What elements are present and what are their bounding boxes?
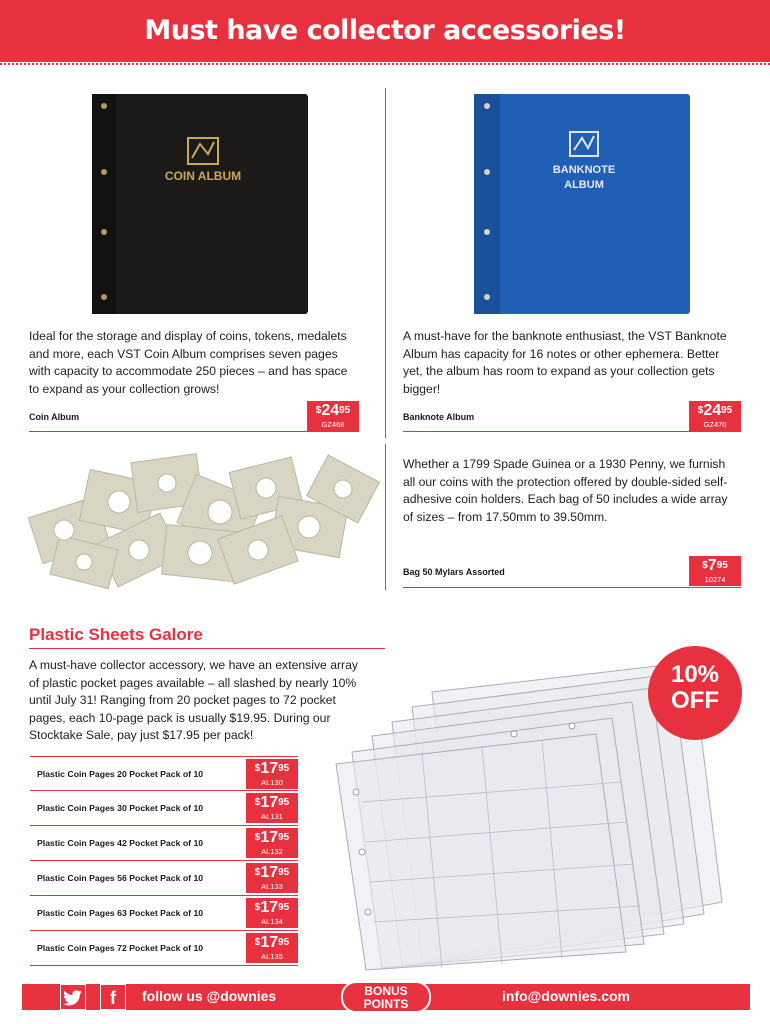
discount-badge	[648, 646, 742, 740]
page-title: Must have collector accessories!	[144, 15, 626, 46]
coin-album-price-cents: 95	[339, 405, 351, 416]
mylars-code: 10274	[704, 575, 726, 584]
price-list-price-cents: 95	[278, 902, 290, 913]
banknote-album-price-dollars: 24	[703, 402, 722, 419]
bonus-points-logo	[338, 978, 434, 1016]
price-list-row	[30, 826, 298, 861]
coin-album-price-tag: $^{\$}24^{95}$ GZ468	[307, 401, 359, 431]
plastic-pages-price-list	[30, 756, 298, 966]
coin-album-cover-text: COIN ALBUM	[164, 169, 242, 183]
coin-album-rule	[29, 431, 359, 432]
column-divider-lower	[385, 444, 386, 590]
price-list-price-cents: 95	[278, 937, 290, 948]
price-list-price-tag: $^{\$}17^{95}$ AL135	[246, 933, 298, 963]
plastic-section-title: Plastic Sheets Galore	[29, 625, 203, 644]
price-list-row	[30, 931, 298, 966]
price-list-price-cents: 95	[278, 867, 290, 878]
mylars-name: Bag 50 Mylars Assorted	[403, 567, 505, 577]
price-list-item-name: Plastic Coin Pages 30 Pocket Pack of 10	[37, 803, 204, 813]
footer	[0, 984, 770, 1024]
mylars-price-cents: 95	[716, 560, 728, 571]
plastic-section-rule	[29, 648, 385, 649]
price-list-price-tag: $^{\$}17^{95}$ AL130	[246, 759, 298, 789]
banknote-album-image	[470, 92, 694, 316]
price-list-row	[30, 896, 298, 931]
price-list-item-name: Plastic Coin Pages 72 Pocket Pack of 10	[37, 943, 204, 953]
mylars-description: Whether a 1799 Spade Guinea or a 1930 Penny, we furnish all our coins with the protection offered by double-sided self-adhesive coin holders. Each bag of 50 includes a wide array of sizes – from 17.50mm to 39.50mm.	[403, 457, 728, 524]
price-list-row	[30, 791, 298, 826]
banknote-album-cover-text-2: ALBUM	[564, 179, 604, 191]
mylars-rule	[403, 587, 741, 588]
price-list-price-dollars: 17	[260, 794, 279, 811]
banknote-album-code: GZ470	[703, 420, 727, 429]
price-list-item-name: Plastic Coin Pages 63 Pocket Pack of 10	[37, 908, 204, 918]
price-list-price-tag: $^{\$}17^{95}$ AL131	[246, 793, 298, 823]
price-list-item-name: Plastic Coin Pages 42 Pocket Pack of 10	[37, 838, 204, 848]
price-list-price-tag: $^{\$}17^{95}$ AL134	[246, 898, 298, 928]
plastic-description: A must-have collector accessory, we have an extensive array of plastic pocket pages available – all slashed by nearly 10% until July 31! Ranging from 20 pocket pages to 72 pocket pages, each 10-page pack is usually $19.95. During our Stocktake Sale, pay just $17.95 per pack!	[29, 658, 358, 742]
price-list-price-dollars: 17	[260, 864, 279, 881]
twitter-icon[interactable]	[60, 984, 86, 1010]
price-list-item-name: Plastic Coin Pages 20 Pocket Pack of 10	[37, 769, 204, 779]
price-list-price-dollars: 17	[260, 934, 279, 951]
price-list-price-dollars: 17	[260, 899, 279, 916]
mylar-holders-image	[24, 446, 380, 590]
price-list-code: AL130	[261, 778, 283, 787]
banknote-album-cover-text-1: BANKNOTE	[552, 164, 616, 176]
footer-follow-text: follow us @downies	[142, 988, 277, 1004]
price-list-price-dollars: 17	[260, 829, 279, 846]
price-list-row	[30, 756, 298, 791]
discount-badge-off: OFF	[671, 687, 719, 714]
price-list-code: AL132	[261, 847, 283, 856]
price-list-price-cents: 95	[278, 797, 290, 808]
coin-album-image	[88, 92, 312, 316]
banknote-album-rule	[403, 431, 741, 432]
svg-text:POINTS: POINTS	[363, 997, 409, 1011]
price-list-item-name: Plastic Coin Pages 56 Pocket Pack of 10	[37, 873, 204, 883]
coin-album-name: Coin Album	[29, 412, 80, 422]
column-divider	[385, 88, 386, 438]
price-list-price-dollars: 17	[260, 760, 279, 777]
mylars-price-dollars: 7	[707, 557, 717, 574]
price-list-code: AL135	[261, 952, 283, 961]
mylars-price-tag: $^{\$}7^{95}$ 10274	[689, 556, 741, 586]
banknote-album-name: Banknote Album	[403, 412, 475, 422]
price-list-price-cents: 95	[278, 763, 290, 774]
discount-badge-percent: 10%	[670, 661, 720, 688]
banknote-album-price-cents: 95	[721, 405, 733, 416]
price-list-price-tag: $^{\$}17^{95}$ AL132	[246, 828, 298, 858]
coin-album-code: GZ468	[321, 420, 345, 429]
price-list-price-tag: $^{\$}17^{95}$ AL133	[246, 863, 298, 893]
price-list-code: AL134	[261, 917, 283, 926]
svg-text:BONUS: BONUS	[364, 984, 408, 998]
banknote-album-price-tag: $^{\$}24^{95}$ GZ470	[689, 401, 741, 431]
footer-email[interactable]: info@downies.com	[502, 988, 630, 1004]
header-banner	[0, 0, 770, 62]
coin-album-description: Ideal for the storage and display of coins, tokens, medalets and more, each VST Coin Album comprises seven pages with capacity to accommodate 250 pieces – and has space to expand as your collection grows!	[29, 329, 348, 396]
price-list-code: AL133	[261, 882, 283, 891]
facebook-icon[interactable]: f	[100, 984, 126, 1010]
price-list-row	[30, 861, 298, 896]
price-list-code: AL131	[261, 812, 283, 821]
price-list-price-cents: 95	[278, 832, 290, 843]
banner-dotted-rule	[0, 63, 770, 65]
coin-album-price-dollars: 24	[321, 402, 340, 419]
banknote-album-description: A must-have for the banknote enthusiast, the VST Banknote Album has capacity for 16 notes or other ephemera. Better yet, the album has room to expand as your collection gets bigger!	[403, 329, 727, 396]
